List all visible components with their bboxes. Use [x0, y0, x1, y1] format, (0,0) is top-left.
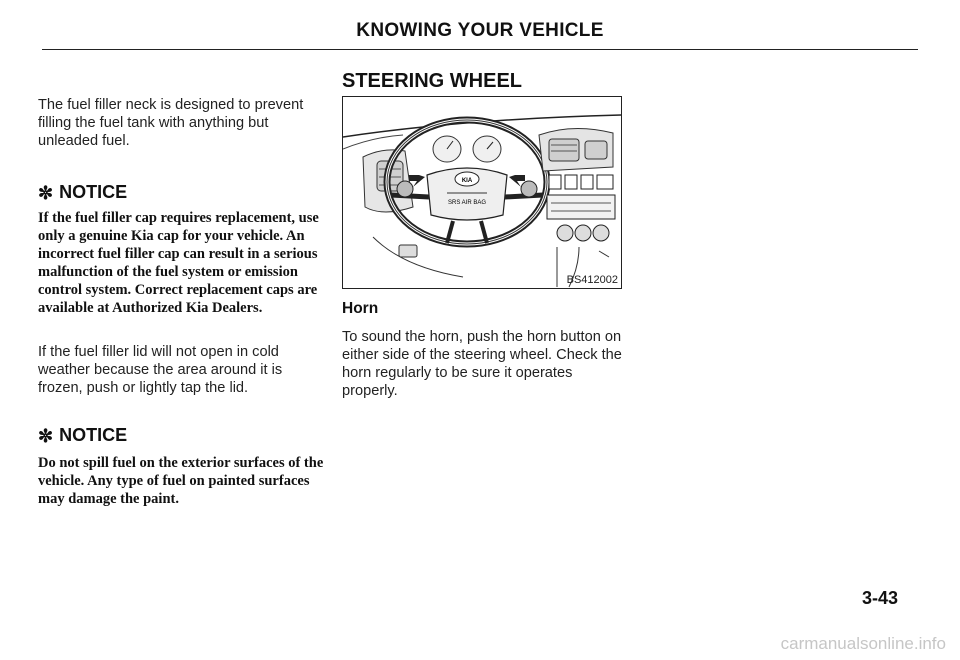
- key-slot-icon: [399, 245, 417, 257]
- watermark: carmanualsonline.info: [780, 634, 946, 653]
- fuel-filler-lid-paragraph: If the fuel filler lid will not open in cold weather because the area around it is frozen, push or lightly tap the lid.: [38, 344, 283, 396]
- steering-wheel-icon: [387, 120, 547, 244]
- horn-section: [342, 300, 642, 400]
- horn-heading: Horn: [342, 300, 379, 317]
- fuel-filler-neck-paragraph: The fuel filler neck is designed to prevent filling the fuel tank with anything but unleaded fuel.: [38, 97, 304, 149]
- notice-block-2: [38, 425, 328, 508]
- notice-heading-1: [38, 182, 328, 203]
- steering-wheel-illustration: [343, 97, 621, 288]
- section-title: STEERING WHEEL: [342, 70, 523, 92]
- notice-asterisk-icon: ✼: [38, 425, 54, 446]
- notice-heading-text-1: NOTICE: [59, 182, 128, 202]
- horn-paragraph: To sound the horn, push the horn button on either side of the steering wheel. Check the horn regularly to be sure it operates properly.: [342, 329, 622, 399]
- notice-text-2: Do not spill fuel on the exterior surfaces of the vehicle. Any type of fuel on painted surfaces may damage the paint.: [38, 455, 324, 507]
- notice-text-1: If the fuel filler cap requires replacement, use only a genuine Kia cap for your vehicle. An incorrect fuel filler cap can result in a serious malfunction of the fuel system or emission control system. Correct replacement caps are available at Authorized Kia Dealers.: [38, 210, 319, 316]
- page-number: 3-43: [862, 588, 899, 608]
- notice-heading-2: [38, 425, 328, 446]
- airbag-label: SRS AIR BAG: [447, 200, 487, 206]
- header-rule: [42, 49, 918, 50]
- svg-text:KIA: KIA: [461, 178, 473, 184]
- page-header: KNOWING YOUR VEHICLE: [356, 20, 604, 41]
- steering-wheel-figure: [342, 96, 622, 289]
- notice-asterisk-icon: ✼: [38, 182, 54, 203]
- right-column: [342, 70, 642, 399]
- notice-block-1: [38, 182, 328, 317]
- left-column: [38, 96, 328, 508]
- notice-heading-text-2: NOTICE: [59, 425, 128, 445]
- figure-code: BS412002: [566, 274, 618, 286]
